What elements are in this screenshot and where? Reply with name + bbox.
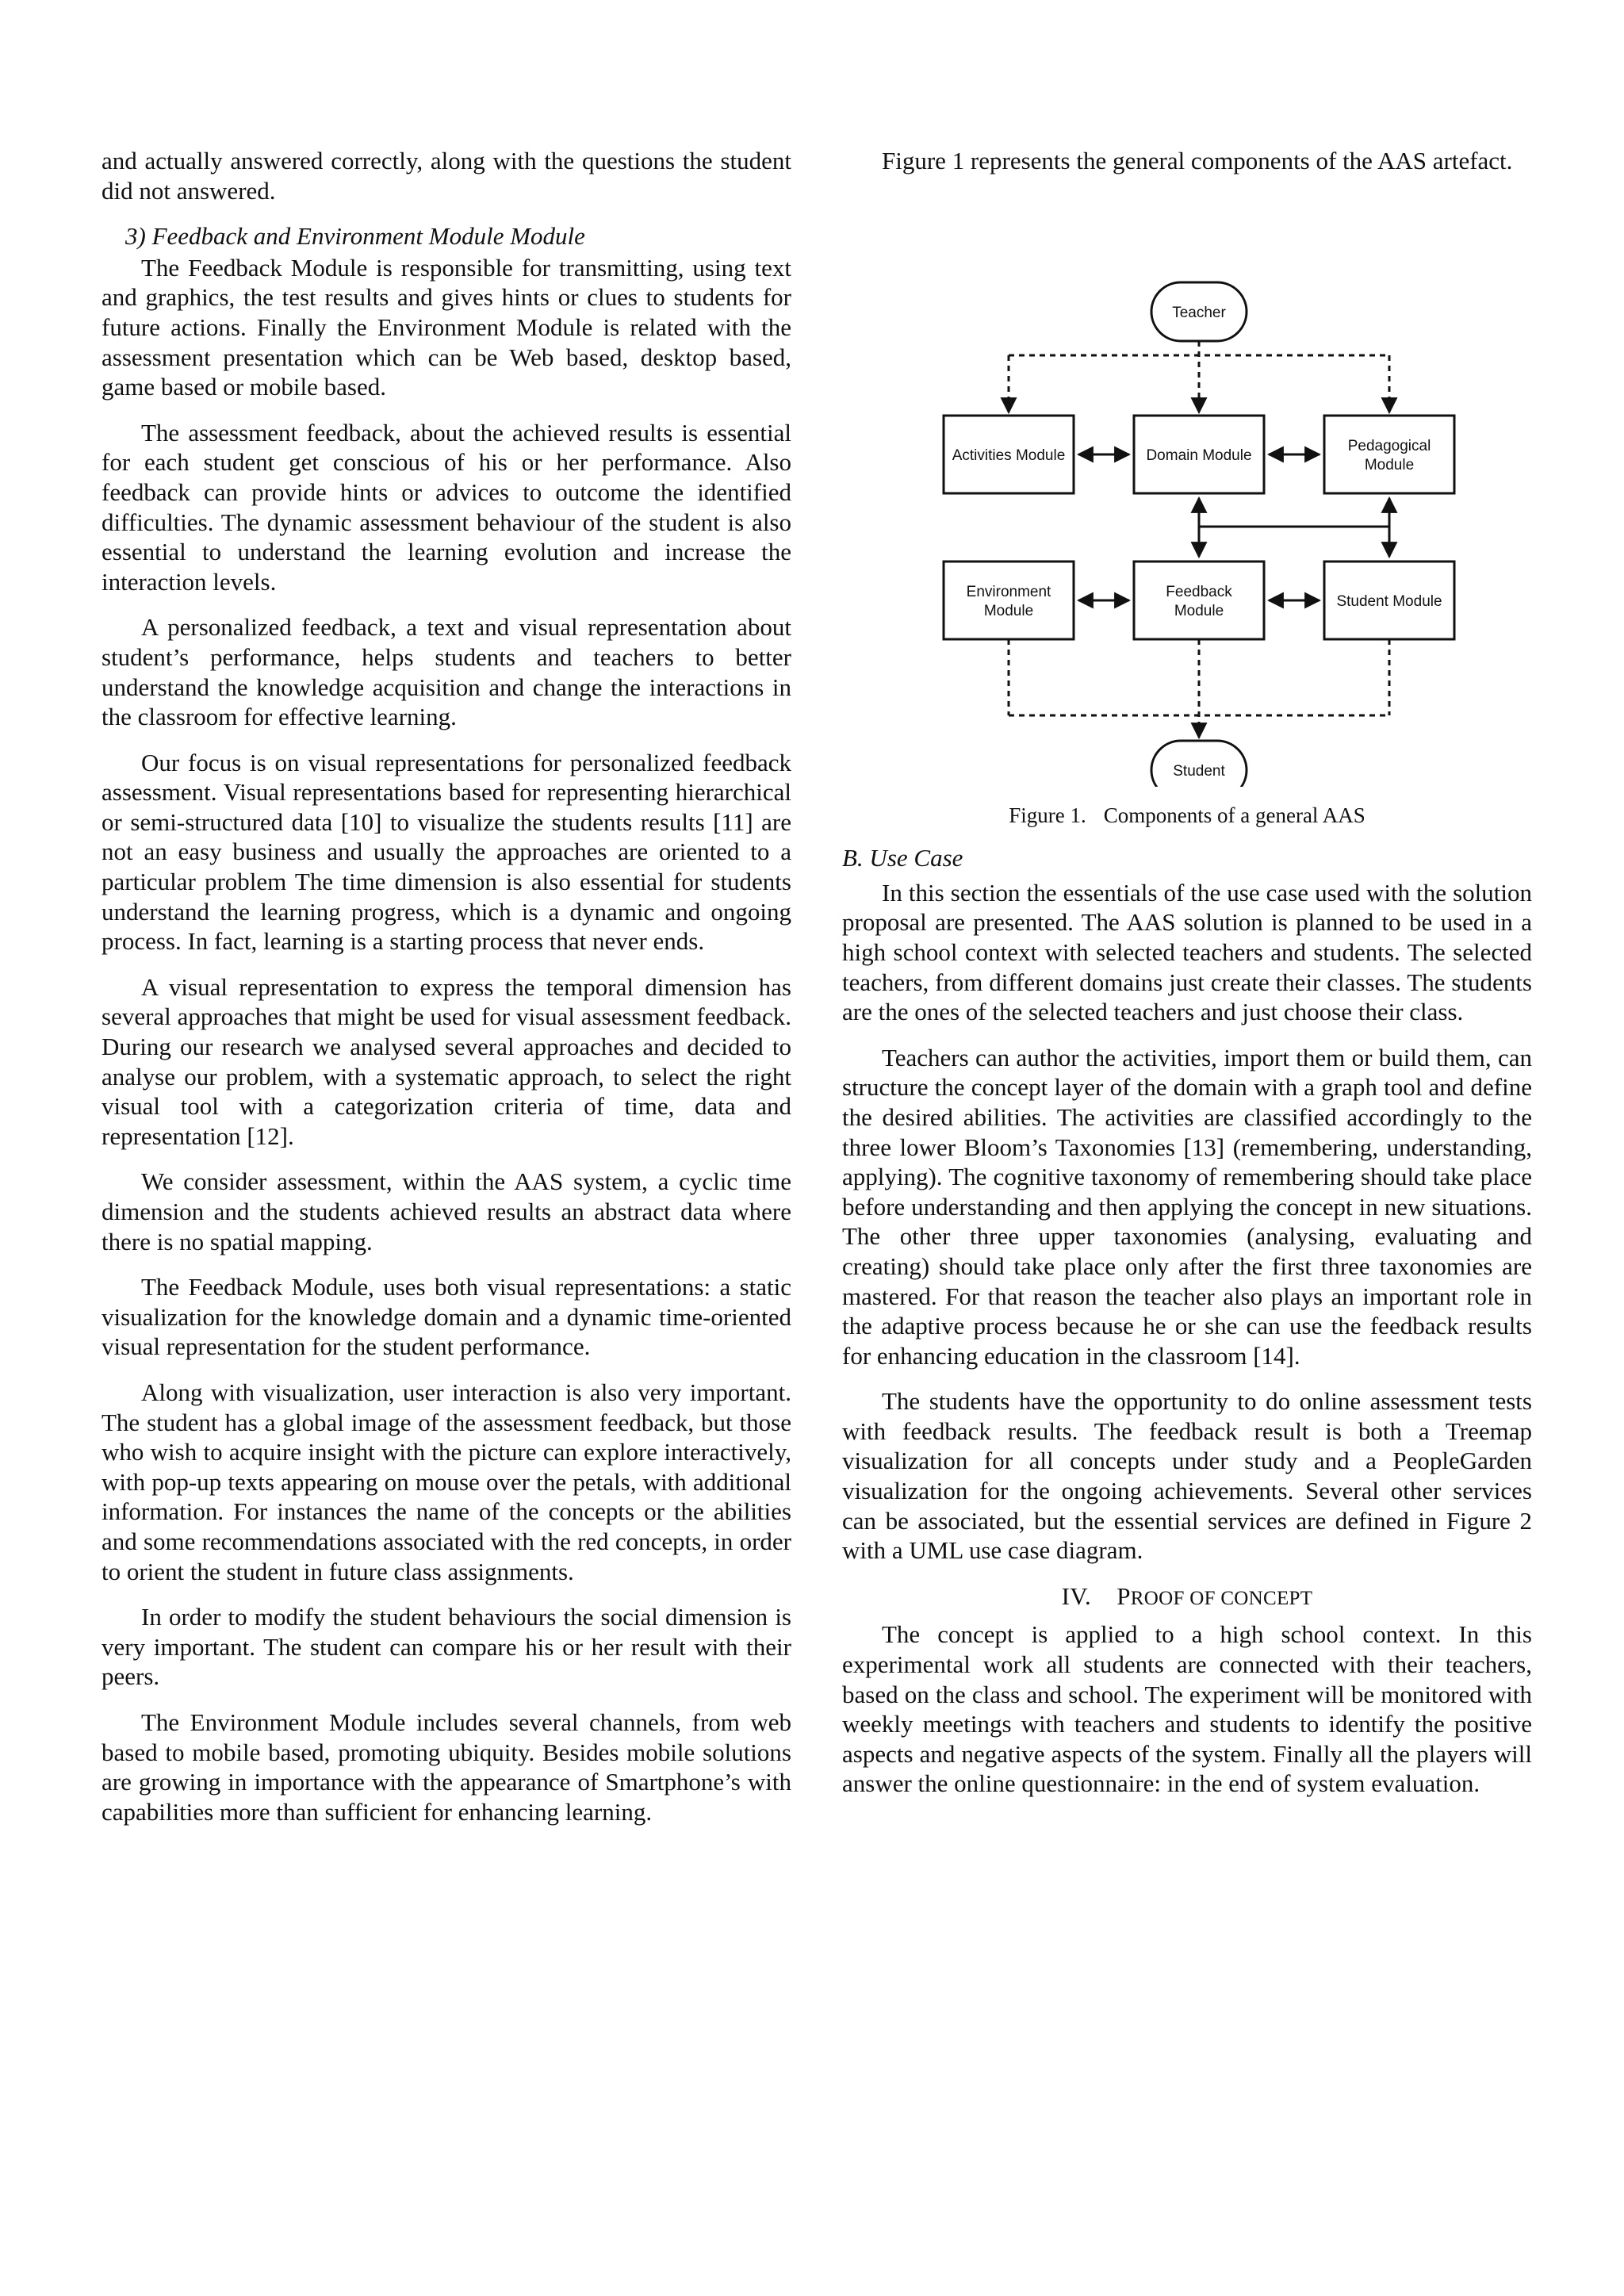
pedagogical-module-label-line2: Module	[1364, 456, 1415, 473]
paragraph-proof-of-concept: The concept is applied to a high school context. In this experimental work all students are connected with their teachers, based on the class and school. The experiment will be monitored with weekly meetings with teachers and students to identify the positive aspects and negative aspects of the system. Finally all the players will answer the online questionnaire: in the end of system evaluation.	[842, 1620, 1532, 1798]
pedagogical-module-label-line1: Pedagogical	[1347, 437, 1431, 454]
figure-1-diagram	[842, 192, 1532, 795]
subsection-feedback-environment-title: 3) Feedback and Environment Module Module	[125, 222, 585, 251]
middle-connectors	[1199, 498, 1389, 557]
student-dashed-connectors	[1009, 639, 1389, 738]
paragraph-cyclic-time: We consider assessment, within the AAS system, a cyclic time dimension and the students achieved results an abstract data where there is no spatial mapping.	[102, 1167, 791, 1255]
paragraph-teachers: Teachers can author the activities, import them or build them, can structure the concept layer of the domain with a graph tool and define the desired abilities. The activities are classified accordingly to the three lower Bloom’s Taxonomies [13] (remembering, understanding, applying). The cognitive taxonomy of remembering should take place before understanding and then applying the concept in new situations. The other three upper taxonomies (analysing, evaluating and creating) should take place only after the first three taxonomies are mastered. For that reason the teacher also plays an important role in the adaptive process because he or she can use the feedback results for enhancing education in the classroom [14].	[842, 1043, 1532, 1370]
feedback-module-box	[1134, 562, 1264, 639]
feedback-module-label-line1: Feedback	[1166, 583, 1232, 600]
paragraph-environment-module: The Environment Module includes several channels, from web based to mobile based, promoting ubiquity. Besides mobile solutions are growing in importance with the appearance of Smartphone’s with capabilities more than sufficient for enhancing learning.	[102, 1708, 791, 1826]
teacher-dashed-connectors	[1009, 341, 1389, 412]
section-iv-number: IV.	[1061, 1581, 1092, 1610]
paragraph-both-visual: The Feedback Module, uses both visual representations: a static visualization for the knowledge domain and a dynamic time-oriented visual representation for the student performance.	[102, 1273, 791, 1361]
section-iv-title-first: P	[1116, 1581, 1131, 1610]
figure-1-caption	[842, 801, 1532, 831]
figure-caption-label: Figure 1.	[1009, 803, 1086, 827]
paragraph-feedback-module: The Feedback Module is responsible for transmitting, using text and graphics, the test results and gives hints or clues to students for future actions. Finally the Environment Module is related with the assessment presentation which can be Web based, desktop based, game based or mobile based.	[102, 253, 791, 401]
subsection-use-case-title: B. Use Case	[842, 844, 963, 872]
paragraph-use-case: In this section the essentials of the use case used with the solution proposal are presented. The AAS solution is planned to be used in a high school context with selected teachers and students. The selected teachers, from different domains just create their classes. The students are the ones of the selected teachers and just choose their class.	[842, 878, 1532, 1026]
section-iv-heading	[842, 1581, 1532, 1614]
paragraph-intro: and actually answered correctly, along with the questions the student did not answered.	[102, 147, 791, 205]
paragraph-personalized-feedback: A personalized feedback, a text and visual representation about student’s performance, helps students and teachers to better understand the knowledge acquisition and change the interactions in the classroom for effective learning.	[102, 613, 791, 731]
environment-module-label-line2: Module	[983, 602, 1034, 619]
left-column	[102, 146, 791, 1842]
pedagogical-module-box	[1324, 416, 1454, 493]
environment-module-label-line1: Environment	[966, 583, 1051, 600]
teacher-label: Teacher	[1172, 304, 1226, 321]
feedback-module-label-line2: Module	[1174, 602, 1224, 619]
paragraph-temporal-dimension: A visual representation to express the temporal dimension has several approaches that might be used for visual assessment feedback. During our research we analysed several approaches and decided to analyse our problem, with a systematic approach, to select the right visual tool with a categorization criteria of time, data and representation [12].	[102, 972, 791, 1150]
paragraph-figure-intro: Figure 1 represents the general components of the AAS artefact.	[882, 147, 1513, 174]
domain-module-label: Domain Module	[1146, 447, 1252, 464]
paragraph-user-interaction: Along with visualization, user interaction is also very important. The student has a global image of the assessment feedback, but those who wish to acquire insight with the picture can explore interactively, with pop-up texts appearing on mouse over the petals, with additional information. For instances the name of the concepts or the abilities and some recommendations associated with the red concepts, in order to orient the student in future class assignments.	[102, 1378, 791, 1585]
figure-caption-text: Components of a general AAS	[1103, 803, 1365, 827]
student-label: Student	[1173, 762, 1225, 780]
aas-components-diagram	[937, 192, 1461, 787]
paragraph-students-online: The students have the opportunity to do online assessment tests with feedback results. The feedback result is both a Treemap visualization for all concepts under study and a PeopleGarden visualization for the ongoing achievements. Several other services can be associated, but the essential services are defined in Figure 2 with a UML use case diagram.	[842, 1387, 1532, 1565]
paragraph-assessment-feedback: The assessment feedback, about the achieved results is essential for each student get conscious of his or her performance. Also feedback can provide hints or advices to outcome the identified difficulties. The dynamic assessment behaviour of the student is also essential to understand the learning evolution and increase the interaction levels.	[102, 418, 791, 596]
right-column	[842, 146, 1532, 1815]
student-module-label: Student Module	[1336, 592, 1442, 610]
paragraph-social-dimension: In order to modify the student behaviours the social dimension is very important. The student can compare his or her result with their peers.	[102, 1603, 791, 1691]
environment-module-box	[944, 562, 1074, 639]
activities-module-label: Activities Module	[952, 447, 1066, 464]
section-iv-title-rest: ROOF OF CONCEPT	[1130, 1587, 1313, 1609]
paragraph-focus: Our focus is on visual representations for personalized feedback assessment. Visual representations based for representing hierarchical or semi-structured data [10] to visualize the students results [11] are not an easy business and usually the approaches are oriented to a particular problem The time dimension is also essential for students understand the learning progress, which is a dynamic and ongoing process. In fact, learning is a starting process that never ends.	[102, 748, 791, 956]
